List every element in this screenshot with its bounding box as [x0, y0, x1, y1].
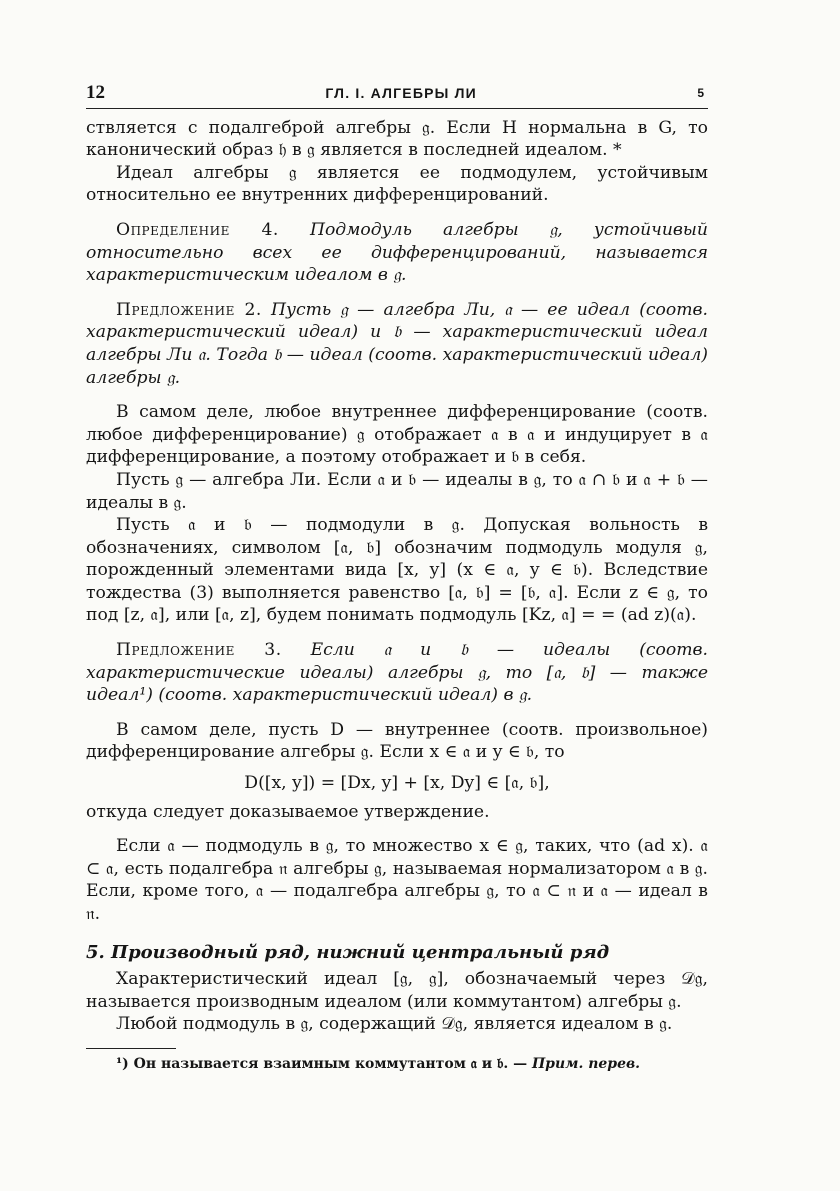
- section-heading: 5. Производный ряд, нижний центральный ряд: [86, 941, 610, 963]
- proposition-label: Предложение 3.: [116, 640, 282, 661]
- definition-text: Подмодуль алгебры 𝔤, устойчивый относительно всех ее дифференцирований, называется характеристическим идеалом в 𝔤.: [86, 219, 708, 286]
- paragraph-continuation: ствляется с подалгеброй алгебры 𝔤. Если H нормальна в G, то канонический образ 𝔥 в 𝔤 является в последней идеалом. *: [86, 117, 708, 161]
- paragraph-conclusion: откуда следует доказываемое утверждение.: [86, 801, 490, 822]
- paragraph-intersection-sum: Пусть 𝔤 — алгебра Ли. Если 𝔞 и 𝔟 — идеалы в 𝔤, то 𝔞 ∩ 𝔟 и 𝔞 + 𝔟 — идеалы в 𝔤.: [86, 469, 708, 513]
- paragraph-derived-ideal: Характеристический идеал [𝔤, 𝔤], обозначаемый через 𝒟𝔤, называется производным идеалом (или коммутантом) алгебры 𝔤.: [86, 969, 708, 1012]
- formula-derivation: D([x, y]) = [Dx, y] + [x, Dy] ∈ [𝔞, 𝔟],: [244, 773, 550, 794]
- proposition-text: Пусть 𝔤 — алгебра Ли, 𝔞 — ее идеал (соотв. характеристический идеал) и 𝔟 — характеристический идеал алгебры Ли 𝔞. Тогда 𝔟 — идеал (соотв. характеристический идеал) алгебры 𝔤.: [86, 299, 708, 388]
- running-header: [86, 82, 708, 109]
- proposition-text: Если 𝔞 и 𝔟 — идеалы (соотв. характеристические идеалы) алгебры 𝔤, то [𝔞, 𝔟] — также идеал¹) (соотв. характеристический идеал) в 𝔤.: [86, 640, 708, 706]
- paragraph-ideal-submodule: Идеал алгебры 𝔤 является ее подмодулем, устойчивым относительно ее внутренних дифференцирований.: [86, 162, 708, 206]
- paragraph-proof-3: В самом деле, пусть D — внутреннее (соотв. произвольное) дифференцирование алгебры 𝔤. Если x ∈ 𝔞 и y ∈ 𝔟, то: [86, 719, 708, 763]
- definition-4: [86, 219, 708, 287]
- proposition-label: Предложение 2.: [116, 299, 262, 320]
- paragraph-submodule-containing: Любой подмодуль в 𝔤, содержащий 𝒟𝔤, является идеалом в 𝔤.: [116, 1014, 673, 1035]
- footnote-text: ¹) Он называется взаимным коммутантом 𝔞 и 𝔟. —: [116, 1055, 528, 1072]
- signature-mark: 5: [697, 86, 704, 100]
- running-title: ГЛ. I. АЛГЕБРЫ ЛИ: [325, 85, 477, 101]
- paragraph-proof-2: В самом деле, любое внутреннее дифференцирование (соотв. любое дифференцирование) 𝔤 отображает 𝔞 в 𝔞 и индуцирует в 𝔞 дифференцирование, а поэтому отображает и 𝔟 в себя.: [86, 402, 708, 468]
- footnote-rule: [86, 1048, 176, 1049]
- page: [86, 82, 708, 1074]
- proposition-3: [86, 639, 708, 707]
- footnote-note: Прим. перев.: [531, 1055, 641, 1072]
- definition-label: Определение 4.: [116, 219, 279, 240]
- paragraph-bracket-notation: Пусть 𝔞 и 𝔟 — подмодули в 𝔤. Допуская вольность в обозначениях, символом [𝔞, 𝔟] обозначим подмодуль модуля 𝔤, порожденный элементами вида [x, y] (x ∈ 𝔞, y ∈ 𝔟). Вследствие тождества (3) выполняется равенство [𝔞, 𝔟] = [𝔟, 𝔞]. Если z ∈ 𝔤, то под [z, 𝔞], или [𝔞, z], будем понимать подмодуль [Kz, 𝔞] = = (ad z)(𝔞).: [86, 515, 708, 626]
- paragraph-normalizer: Если 𝔞 — подмодуль в 𝔤, то множество x ∈ 𝔤, таких, что (ad x). 𝔞 ⊂ 𝔞, есть подалгебра 𝔫 алгебры 𝔤, называемая нормализатором 𝔞 в 𝔤. Если, кроме того, 𝔞 — подалгебра алгебры 𝔤, то 𝔞 ⊂ 𝔫 и 𝔞 — идеал в 𝔫.: [86, 836, 708, 924]
- footnote: [86, 1055, 708, 1074]
- proposition-2: [86, 299, 708, 389]
- page-number: 12: [86, 82, 105, 103]
